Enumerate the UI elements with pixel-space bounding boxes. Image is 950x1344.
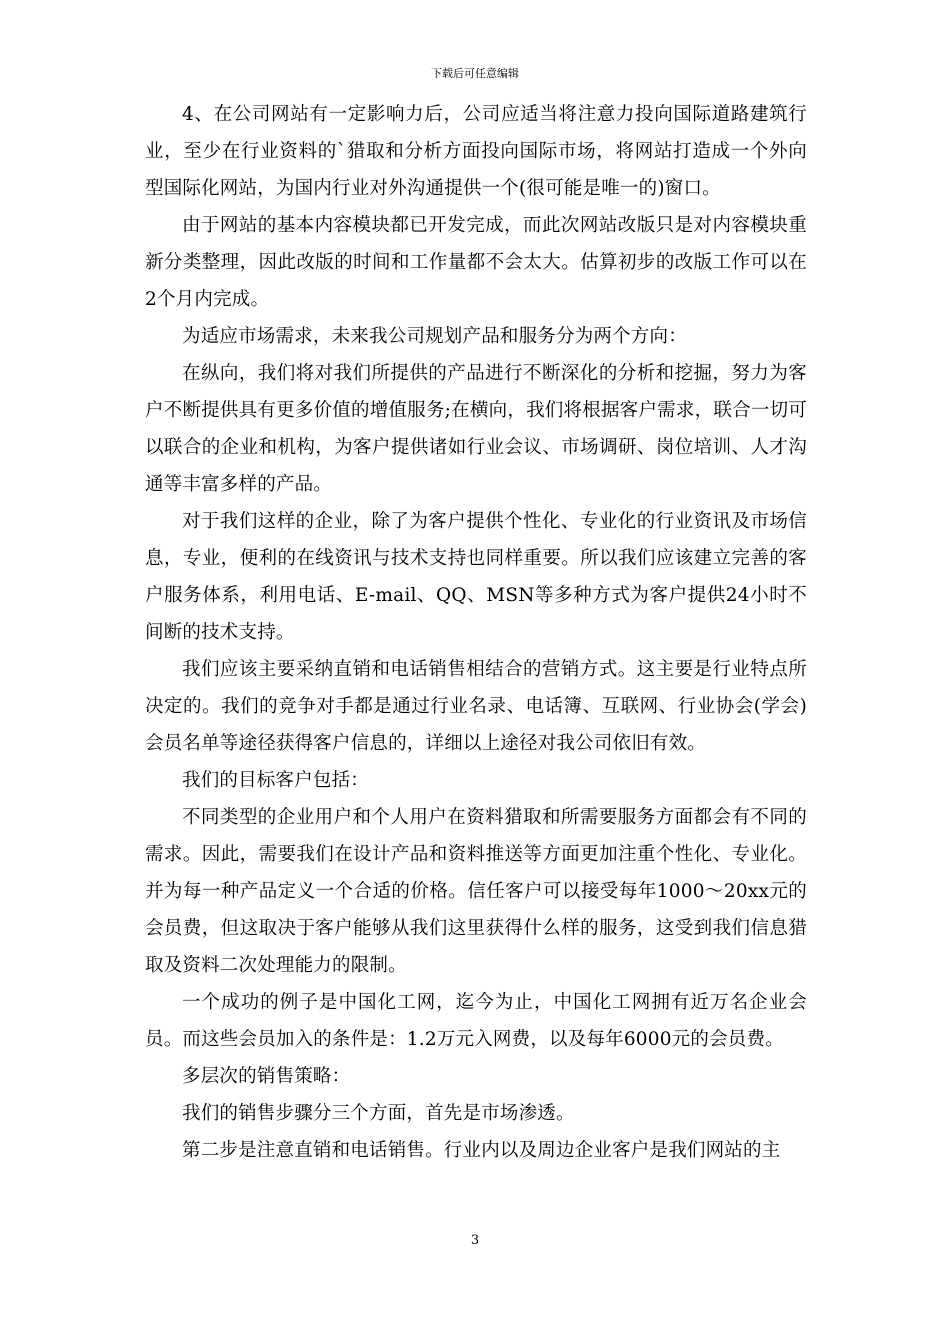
paragraph-7: 我们的目标客户包括： [182, 770, 370, 791]
paragraph-1: 4、在公司网站有一定影响力后，公司应适当将注意力投向国际道路建筑行业，至少在行业资料的`猎取和分析方面投向国际市场，将网站打造成一个外向型国际化网站，为国内行业对外沟通提供一个(很可能是唯一的)窗口。 [145, 104, 807, 199]
paragraph-3: 为适应市场需求，未来我公司规划产品和服务分为两个方向： [182, 326, 687, 347]
paragraph-4: 在纵向，我们将对我们所提供的产品进行不断深化的分析和挖掘，努力为客户不断提供具有更多价值的增值服务;在横向，我们将根据客户需求，联合一切可以联合的企业和机构，为客户提供诸如行业会议、市场调研、岗位培训、人才沟通等丰富多样的产品。 [145, 363, 807, 495]
body-text [145, 96, 807, 1169]
paragraph-11: 我们的销售步骤分三个方面，首先是市场渗透。 [182, 1103, 575, 1124]
paragraph-2: 由于网站的基本内容模块都已开发完成，而此次网站改版只是对内容模块重新分类整理，因此改版的时间和工作量都不会太大。估算初步的改版工作可以在2个月内完成。 [145, 215, 807, 310]
paragraph-5: 对于我们这样的企业，除了为客户提供个性化、专业化的行业资讯及市场信息，专业，便利的在线资讯与技术支持也同样重要。所以我们应该建立完善的客户服务体系，利用电话、E-mail、QQ、MSN等多种方式为客户提供24小时不间断的技术支持。 [145, 511, 807, 643]
paragraph-12: 第二步是注意直销和电话销售。行业内以及周边企业客户是我们网站的主 [182, 1140, 781, 1161]
page-header: 下载后可任意编辑 [431, 67, 519, 80]
paragraph-10: 多层次的销售策略： [182, 1066, 351, 1087]
paragraph-9: 一个成功的例子是中国化工网，迄今为止，中国化工网拥有近万名企业会员。而这些会员加入的条件是：1.2万元入网费，以及每年6000元的会员费。 [145, 992, 807, 1050]
paragraph-6: 我们应该主要采纳直销和电话销售相结合的营销方式。这主要是行业特点所决定的。我们的竞争对手都是通过行业名录、电话簿、互联网、行业协会(学会)会员名单等途径获得客户信息的，详细以上途径对我公司依旧有效。 [145, 659, 807, 754]
page-number: 3 [470, 1233, 480, 1248]
paragraph-8: 不同类型的企业用户和个人用户在资料猎取和所需要服务方面都会有不同的需求。因此，需要我们在设计产品和资料推送等方面更加注重个性化、专业化。并为每一种产品定义一个合适的价格。信任客户可以接受每年1000～20xx元的会员费，但这取决于客户能够从我们这里获得什么样的服务，这受到我们信息猎取及资料二次处理能力的限制。 [145, 807, 807, 976]
